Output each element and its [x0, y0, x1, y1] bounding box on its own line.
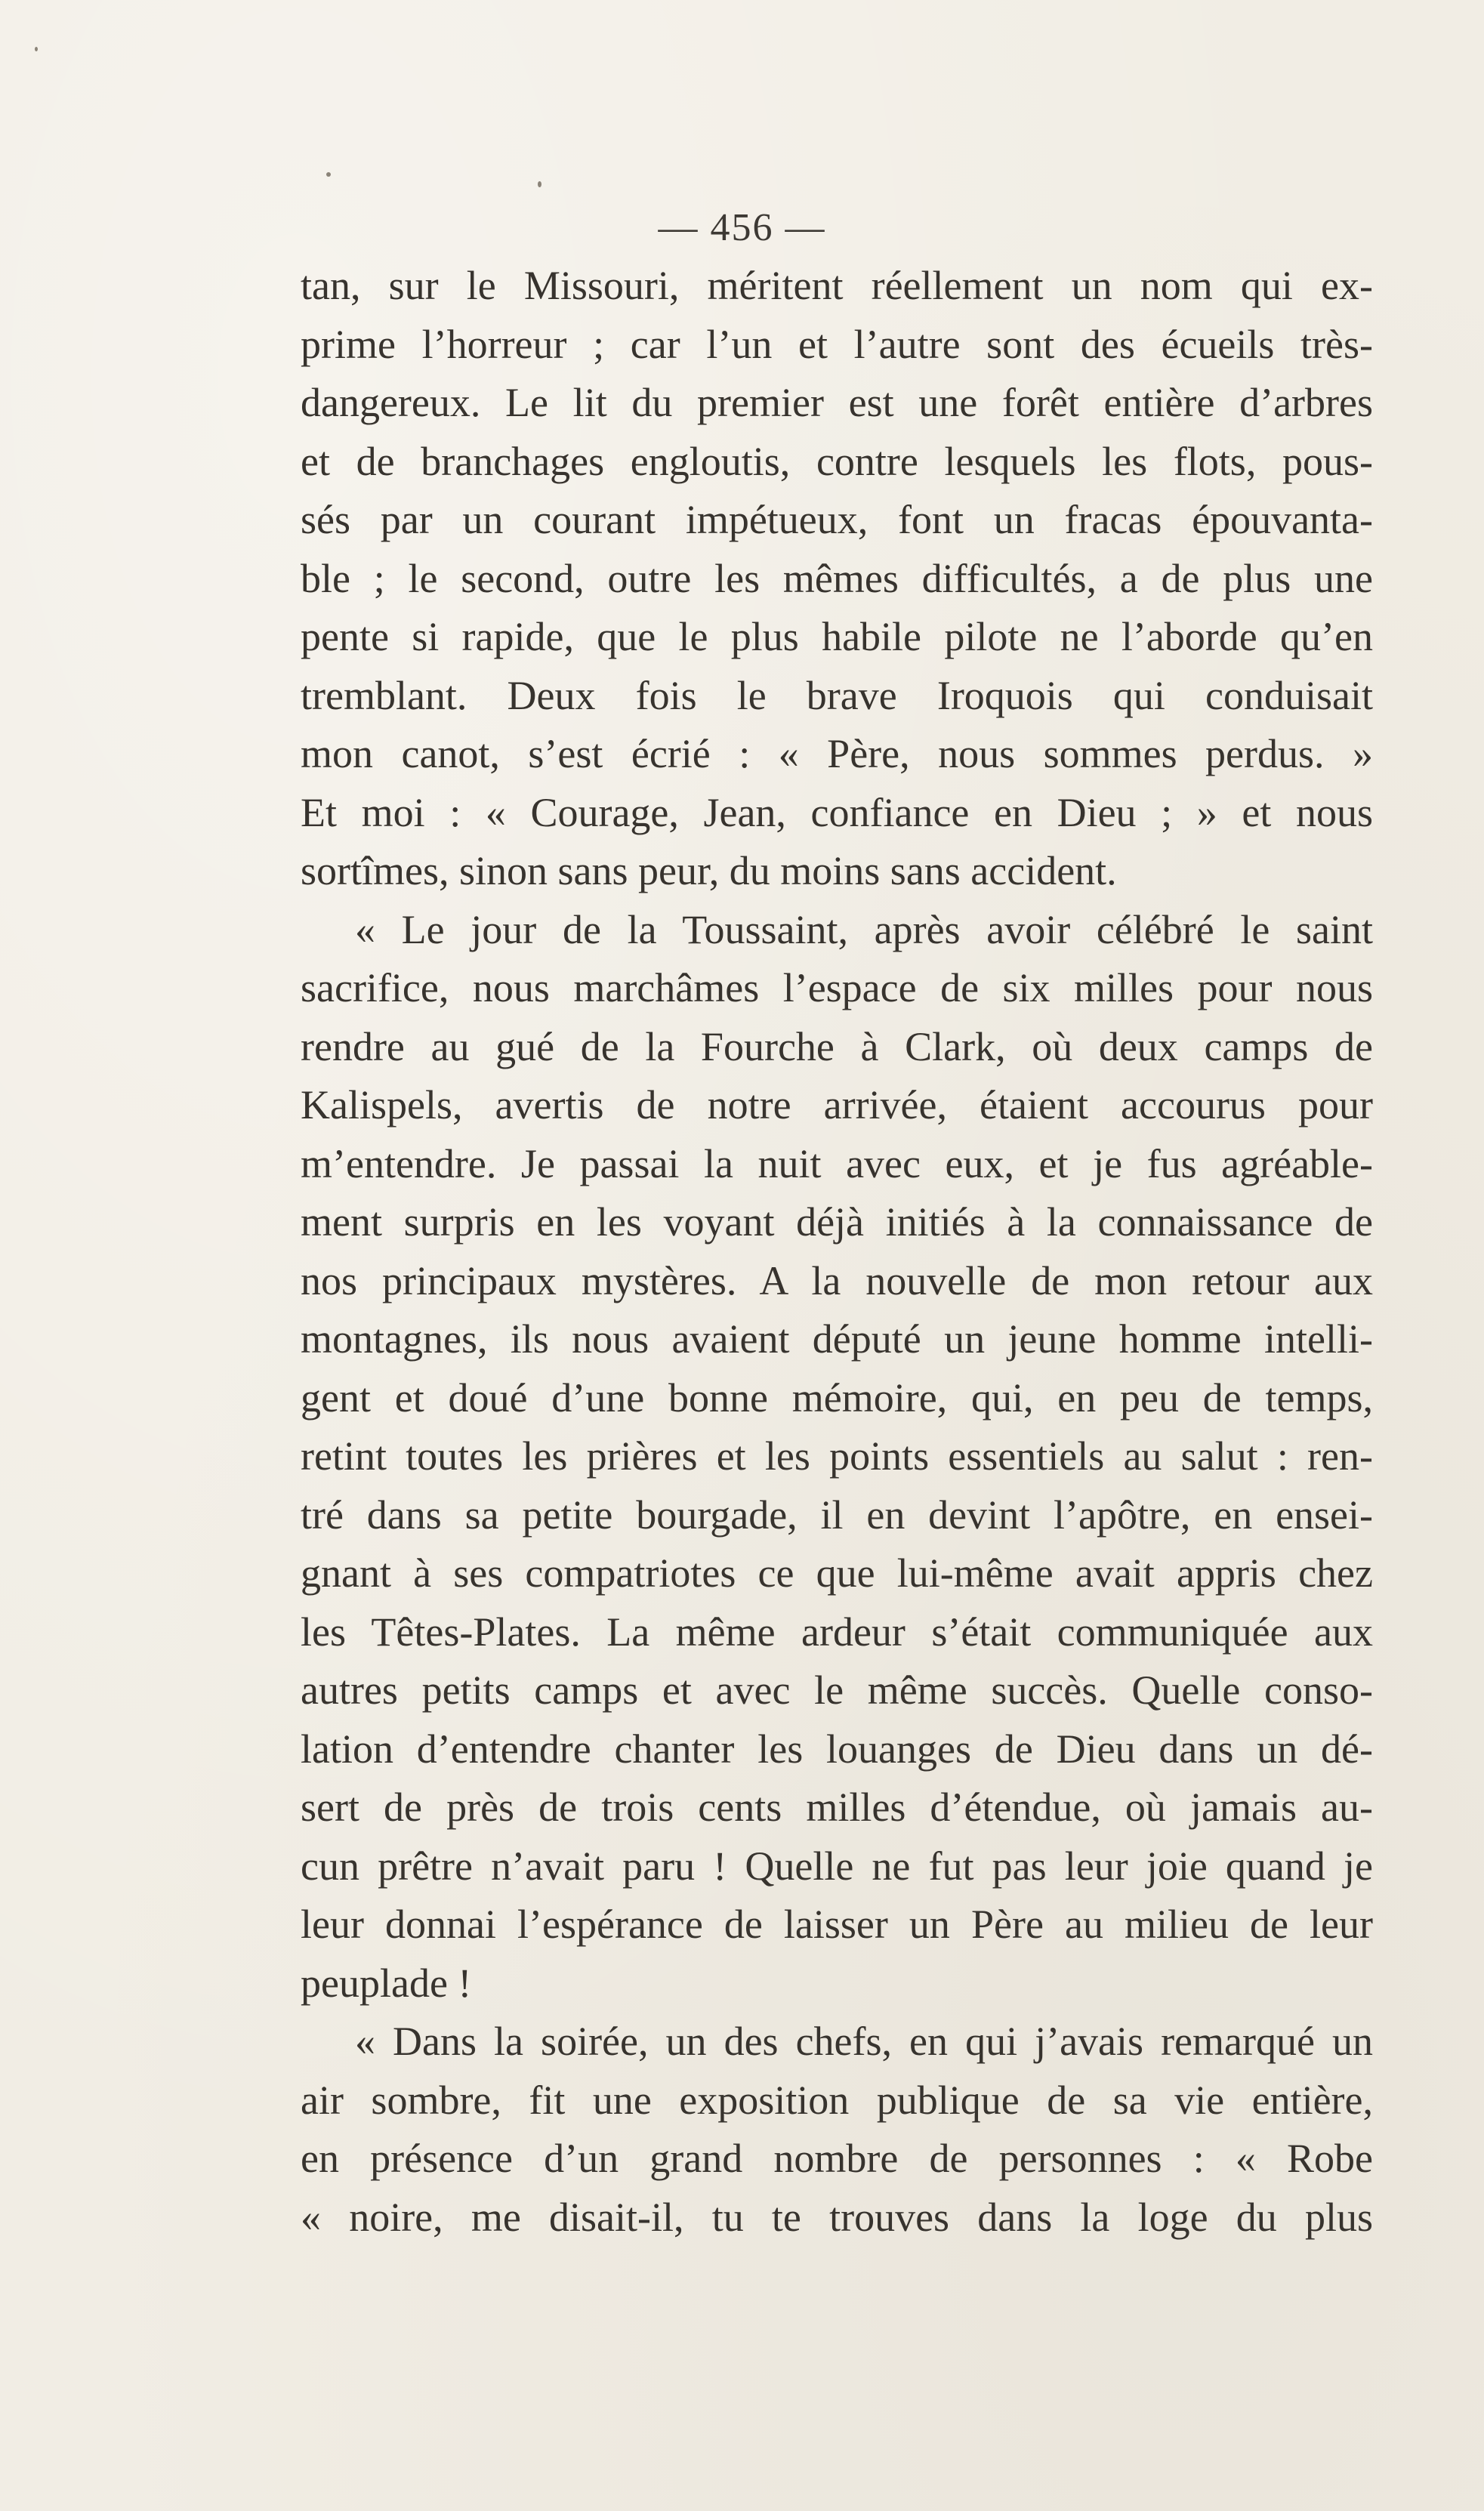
text-line: ment surpris en les voyant déjà initiés à la connaissance de	[301, 1199, 1373, 1245]
text-line: et de branchages engloutis, contre lesquels les flots, pous-	[301, 438, 1373, 484]
text-line: sert de près de trois cents milles d’étendue, où jamais au-	[301, 1785, 1373, 1830]
text-line: leur donnai l’espérance de laisser un Père au milieu de leur	[301, 1902, 1373, 1947]
text-line: sés par un courant impétueux, font un fracas épouvanta-	[301, 497, 1373, 542]
text-line: retint toutes les prières et les points essentiels au salut : ren-	[301, 1433, 1373, 1479]
text-line: tremblant. Deux fois le brave Iroquois qui conduisait	[301, 672, 1373, 718]
body-text	[301, 257, 1373, 2247]
text-line: tan, sur le Missouri, méritent réellement un nom qui ex-	[301, 263, 1373, 308]
text-line: air sombre, fit une exposition publique de sa vie entière,	[301, 2077, 1373, 2123]
text-line: sacrifice, nous marchâmes l’espace de six milles pour nous	[301, 965, 1373, 1010]
page-number: — 456 —	[658, 206, 826, 249]
text-line: Et moi : « Courage, Jean, confiance en Dieu ; » et nous	[301, 789, 1373, 835]
paragraph-start-line: « Le jour de la Toussaint, après avoir célébré le saint	[355, 906, 1373, 952]
text-line: pente si rapide, que le plus habile pilote ne l’aborde qu’en	[301, 614, 1373, 659]
text-line: gent et doué d’une bonne mémoire, qui, en peu de temps,	[301, 1374, 1373, 1421]
text-line: prime l’horreur ; car l’un et l’autre sont des écueils très-	[301, 321, 1373, 367]
text-line: rendre au gué de la Fourche à Clark, où deux camps de	[301, 1023, 1373, 1069]
text-line: en présence d’un grand nombre de personnes : « Robe	[301, 2136, 1373, 2181]
paper-speck	[538, 181, 541, 187]
text-line: gnant à ses compatriotes ce que lui-même avait appris chez	[301, 1550, 1373, 1596]
text-line: les Têtes-Plates. La même ardeur s’était communiquée aux	[301, 1609, 1373, 1655]
text-line: m’entendre. Je passai la nuit avec eux, et je fus agréable-	[301, 1140, 1373, 1186]
paper-speck	[35, 47, 38, 51]
paragraph-start-line: « Dans la soirée, un des chefs, en qui j’avais remarqué un	[355, 2019, 1373, 2064]
text-line: nos principaux mystères. A la nouvelle de mon retour aux	[301, 1257, 1373, 1303]
text-line: dangereux. Le lit du premier est une forêt entière d’arbres	[301, 380, 1373, 425]
text-line: cun prêtre n’avait paru ! Quelle ne fut pas leur joie quand je	[301, 1843, 1373, 1889]
text-line: ble ; le second, outre les mêmes difficultés, a de plus une	[301, 555, 1373, 601]
text-line: tré dans sa petite bourgade, il en devint l’apôtre, en ensei-	[301, 1491, 1373, 1538]
text-line: lation d’entendre chanter les louanges de Dieu dans un dé-	[301, 1726, 1373, 1772]
text-line: autres petits camps et avec le même succès. Quelle conso-	[301, 1667, 1373, 1713]
text-line: « noire, me disait-il, tu te trouves dans la loge du plus	[301, 2194, 1373, 2240]
text-line: peuplade !	[301, 1960, 472, 2006]
text-line: mon canot, s’est écrié : « Père, nous sommes perdus. »	[301, 731, 1373, 776]
text-line: Kalispels, avertis de notre arrivée, étaient accourus pour	[301, 1082, 1373, 1127]
text-line: montagnes, ils nous avaient député un jeune homme intelli-	[301, 1316, 1373, 1362]
paper-speck	[326, 172, 331, 177]
text-line: sortîmes, sinon sans peur, du moins sans accident.	[301, 848, 1117, 893]
